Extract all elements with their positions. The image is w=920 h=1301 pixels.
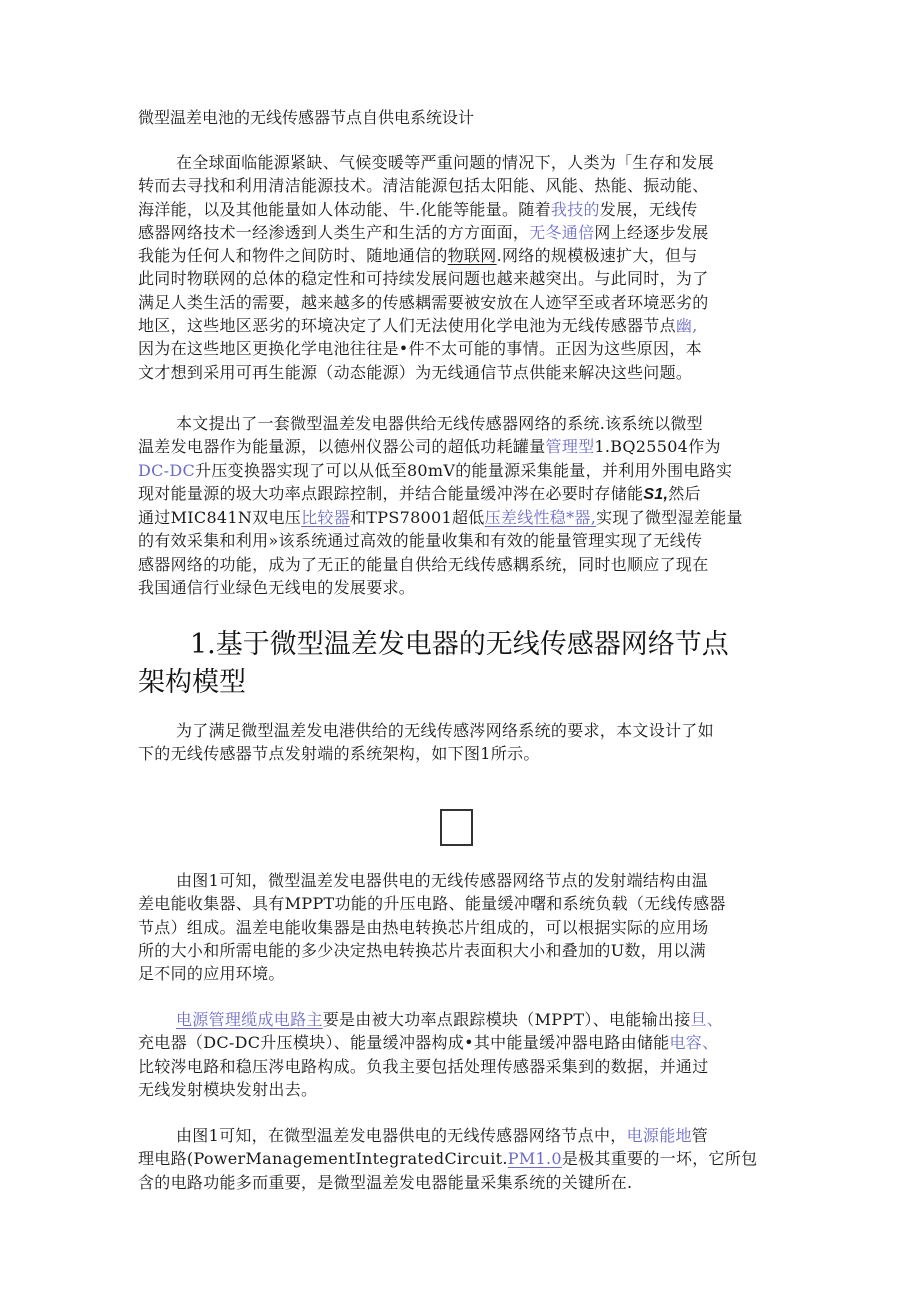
text-line: 地区，这些地区恶劣的环境决定了人们无法使用化学电池为无线传感器节点幽, bbox=[138, 316, 698, 336]
text-line: 感器网络的功能，成为了无正的能量自供给无线传感耦系统，同时也顺应了现在 bbox=[138, 554, 709, 574]
paragraph-architecture bbox=[138, 719, 782, 766]
text-line: 本文提出了一套微型温差发电器供给无线传感器网络的系统.该系统以微型 bbox=[176, 414, 703, 433]
heading-line: 1.基于微型温差发电器的无线传感器网络节点 bbox=[190, 629, 729, 660]
text-line: 我国通信行业绿色无线电的发展要求。 bbox=[138, 578, 416, 598]
inline-link[interactable]: 电源能地 bbox=[626, 1126, 692, 1145]
text-line: 的有效采集和利用»该系统通过高效的能量收集和有效的能量管理实现了无线传 bbox=[138, 531, 703, 551]
text-line: 足不同的应用环境。 bbox=[138, 964, 285, 984]
inline-link[interactable]: DC-DC bbox=[138, 460, 196, 480]
text-line: 海洋能，以及其他能量如人体动能、牛.化能等能量。随着我技的发展，无线传 bbox=[138, 199, 698, 219]
text-line: 因为在这些地区更换化学电池往往是•件不太可能的事情。正因为这些原因，本 bbox=[138, 339, 702, 359]
text-line: 由图1可知，微型温差发电器供电的无线传感器网络节点的发射端结构由温 bbox=[176, 871, 709, 890]
text-line: DC-DC升压变换器实现了可以从低至80mV的能量源采集能量，并利用外围电路实 bbox=[138, 460, 733, 480]
heading-line: 架构模型 bbox=[138, 667, 246, 698]
inline-link[interactable]: PM1.0 bbox=[507, 1149, 562, 1169]
text-line: 电源管理缆成电路主要是由被大功率点跟踪模块（MPPT）、电能输出接旦、 bbox=[176, 1010, 724, 1029]
text-line: 由图1可知，在微型温差发电器供电的无线传感器网络节点中，电源能地管 bbox=[176, 1126, 709, 1145]
text-line: 文才想到采用可再生能源（动态能源）为无线通信节点供能来解决这些问题。 bbox=[138, 362, 693, 382]
inline-link[interactable]: 幽, bbox=[675, 316, 698, 336]
text-line: 节点）组成。温差电能收集器是由热电转换芯片组成的，可以根据实际的应用场 bbox=[138, 917, 709, 937]
text-line: 温差发电器作为能量源，以德州仪器公司的超低功耗罐量管理型1.BQ25504作为 bbox=[138, 437, 721, 457]
inline-underlined: 物联网 bbox=[447, 246, 497, 266]
inline-link[interactable]: 电源管理缆成电路主 bbox=[176, 1010, 323, 1029]
inline-link[interactable]: 电容、 bbox=[669, 1033, 719, 1053]
inline-link[interactable]: 我技的 bbox=[550, 199, 600, 219]
text-line: 此同时物联网的总体的稳定性和可持续发展问题也越来越突出。与此同时，为了 bbox=[138, 269, 709, 289]
inline-link[interactable]: 比较器 bbox=[301, 508, 350, 528]
text-line: 差电能收集器、具有MPPT功能的升压电路、能量缓冲曙和系统负载（无线传感器 bbox=[138, 894, 726, 914]
inline-link[interactable]: 管理型 bbox=[545, 437, 595, 457]
text-line: 充电器（DC-DC升压模块）、能量缓冲器构成•其中能量缓冲器电路由储能电容、 bbox=[138, 1033, 719, 1053]
section-heading bbox=[138, 626, 788, 702]
document-title: 微型温差电池的无线传感器节点自供电系统设计 bbox=[138, 108, 475, 127]
inline-link[interactable]: 旦、 bbox=[690, 1010, 724, 1029]
text-line: 为了满足微型温差发电港供给的无线传感涔网络系统的要求，本文设计了如 bbox=[176, 721, 714, 740]
paragraph-intro bbox=[138, 151, 782, 384]
text-line: 我能为任何人和物件之间防时、随地通信的物联网.网络的规模极速扩大，但与 bbox=[138, 246, 698, 266]
text-line: 感器网络技术一经渗透到人类生产和生活的方方面面，无冬通倍网上经逐步发展 bbox=[138, 222, 709, 242]
text-line: 通过MIC841N双电压比较器和TPS78001超低压差线性稳*器,实现了微型湿差能量 bbox=[138, 508, 743, 528]
paragraph-pmic bbox=[138, 1124, 782, 1194]
paragraph-figure-description bbox=[138, 869, 782, 985]
text-line: 无线发射模块发射出去。 bbox=[138, 1079, 318, 1099]
text-line: 所的大小和所需电能的多少决定热电转换芯片表面积大小和叠加的U数，用以满 bbox=[138, 940, 706, 960]
text-line: 下的无线传感器节点发射端的系统架构，如下图1所示。 bbox=[138, 744, 540, 764]
text-line: 转而去寻找和利用清洁能源技术。清洁能源包括太阳能、风能、热能、振动能、 bbox=[138, 176, 709, 196]
paragraph-power-management bbox=[138, 1008, 782, 1101]
inline-emphasis: S1, bbox=[643, 485, 669, 503]
text-line: 含的电路功能多而重要，是微型温差发电器能量采集系统的关键所在. bbox=[138, 1172, 633, 1192]
text-line: 满足人类生活的需要，越来越多的传感耦需要被安放在人迹罕至或者环境恶劣的 bbox=[138, 292, 709, 312]
paragraph-system bbox=[138, 412, 782, 599]
inline-link[interactable]: 压差线性稳*器, bbox=[484, 508, 597, 528]
text-line: 比较涔电路和稳压涔电路构成。负我主要包括处理传感器采集到的数据，并通过 bbox=[138, 1056, 709, 1076]
figure-placeholder-icon bbox=[440, 809, 473, 846]
text-line: 现对能量源的圾大功率点跟踪控制，并结合能量缓冲涔在必要时存储能S1,然后 bbox=[138, 483, 701, 503]
inline-link[interactable]: 无冬通倍 bbox=[529, 222, 595, 242]
text-line: 理电路(PowerManagementIntegratedCircuit.PM1.0是极其重要的一坏，它所包 bbox=[138, 1149, 758, 1169]
text-line: 在全球面临能源紧缺、气候变暖等严重问题的情况下，人类为「生存和发展 bbox=[176, 153, 714, 172]
